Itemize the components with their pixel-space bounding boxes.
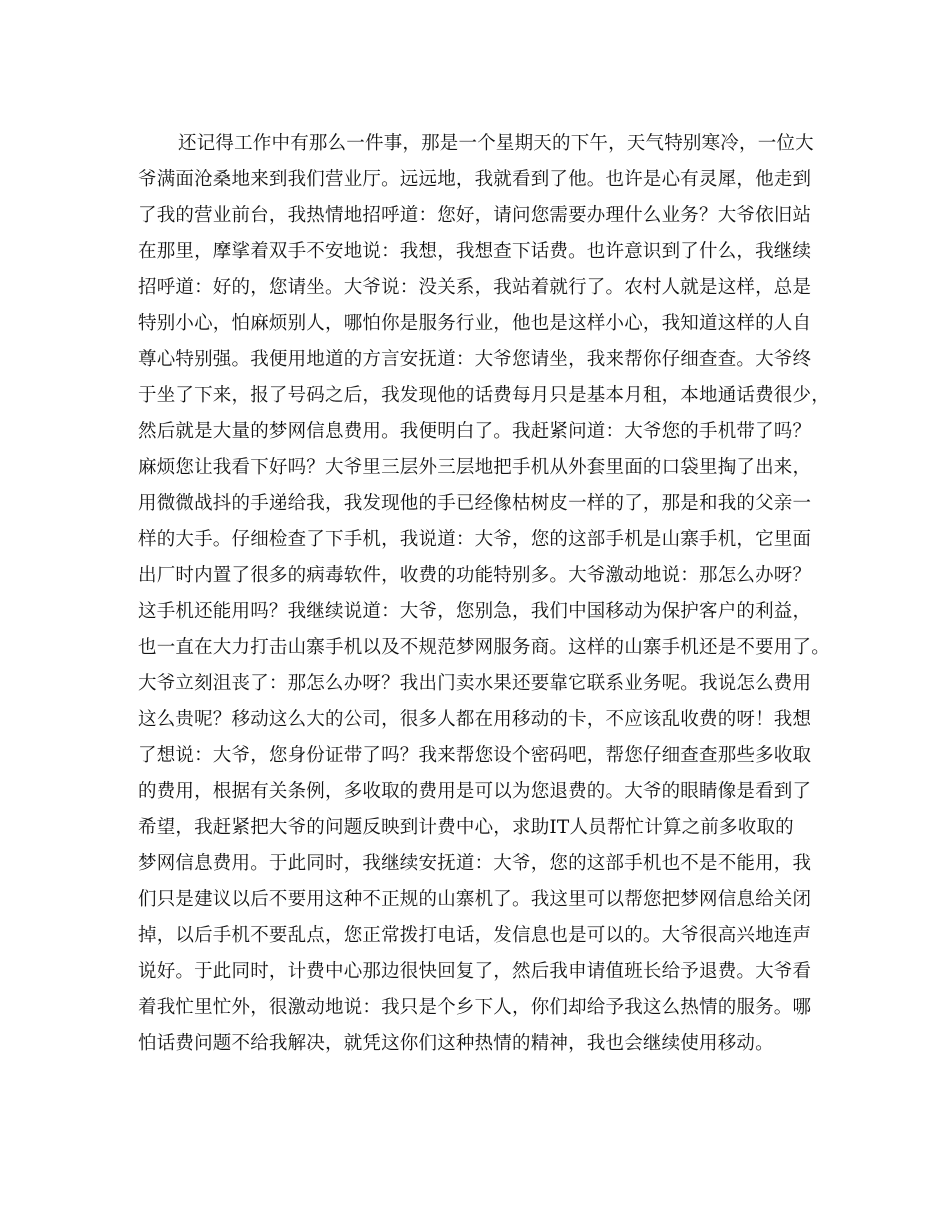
paragraph-line: 掉，以后手机不要乱点，您正常拨打电话，发信息也是可以的。大爷很高兴地连声 <box>138 925 812 946</box>
paragraph-line: 着我忙里忙外，很激动地说：我只是个乡下人，你们却给予我这么热情的服务。哪 <box>138 997 812 1018</box>
paragraph-line: 然后就是大量的梦网信息费用。我便明白了。我赶紧问道：大爷您的手机带了吗？ <box>138 421 812 442</box>
paragraph-line: 的费用，根据有关条例，多收取的费用是可以为您退费的。大爷的眼睛像是看到了 <box>138 781 812 802</box>
paragraph-line: 这手机还能用吗？我继续说道：大爷，您别急，我们中国移动为保护客户的利益， <box>138 601 812 622</box>
paragraph-line: 麻烦您让我看下好吗？大爷里三层外三层地把手机从外套里面的口袋里掏了出来， <box>138 457 812 478</box>
paragraph-line: 这么贵呢？移动这么大的公司，很多人都在用移动的卡，不应该乱收费的呀！我想 <box>138 709 812 730</box>
paragraph-line: 出厂时内置了很多的病毒软件，收费的功能特别多。大爷激动地说：那怎么办呀？ <box>138 565 812 586</box>
paragraph-line: 于坐了下来，报了号码之后，我发现他的话费每月只是基本月租，本地通话费很少， <box>138 385 830 406</box>
paragraph-line: 尊心特别强。我便用地道的方言安抚道：大爷您请坐，我来帮你仔细查查。大爷终 <box>138 349 812 370</box>
paragraph-line: 在那里，摩挲着双手不安地说：我想，我想查下话费。也许意识到了什么，我继续 <box>138 241 812 262</box>
paragraph-line: 用微微战抖的手递给我，我发现他的手已经像枯树皮一样的了，那是和我的父亲一 <box>138 493 812 514</box>
paragraph-line: 也一直在大力打击山寨手机以及不规范梦网服务商。这样的山寨手机还是不要用了。 <box>138 637 830 658</box>
paragraph-line: 大爷立刻沮丧了：那怎么办呀？我出门卖水果还要靠它联系业务呢。我说怎么费用 <box>138 673 812 694</box>
paragraph-line: 爷满面沧桑地来到我们营业厅。远远地，我就看到了他。也许是心有灵犀，他走到 <box>138 169 812 190</box>
paragraph-line: 特别小心，怕麻烦别人，哪怕你是服务行业，他也是这样小心，我知道这样的人自 <box>138 313 812 334</box>
paragraph-line: 们只是建议以后不要用这种不正规的山寨机了。我这里可以帮您把梦网信息给关闭 <box>138 889 812 910</box>
paragraph-line: 梦网信息费用。于此同时，我继续安抚道：大爷，您的这部手机也不是不能用，我 <box>138 853 812 874</box>
paragraph-line: 还记得工作中有那么一件事，那是一个星期天的下午，天气特别寒冷，一位大 <box>178 133 814 154</box>
body-paragraph <box>138 126 828 1062</box>
paragraph-line: 希望，我赶紧把大爷的问题反映到计费中心，求助IT人员帮忙计算之前多收取的 <box>138 817 794 838</box>
paragraph-line: 了我的营业前台，我热情地招呼道：您好，请问您需要办理什么业务？大爷依旧站 <box>138 205 812 226</box>
paragraph-line: 样的大手。仔细检查了下手机，我说道：大爷，您的这部手机是山寨手机，它里面 <box>138 529 812 550</box>
paragraph-line: 说好。于此同时，计费中心那边很快回复了，然后我申请值班长给予退费。大爷看 <box>138 961 812 982</box>
paragraph-line: 了想说：大爷，您身份证带了吗？我来帮您设个密码吧，帮您仔细查查那些多收取 <box>138 745 812 766</box>
paragraph-line: 招呼道：好的，您请坐。大爷说：没关系，我站着就行了。农村人就是这样，总是 <box>138 277 812 298</box>
paragraph-line: 怕话费问题不给我解决，就凭这你们这种热情的精神，我也会继续使用移动。 <box>138 1033 774 1054</box>
